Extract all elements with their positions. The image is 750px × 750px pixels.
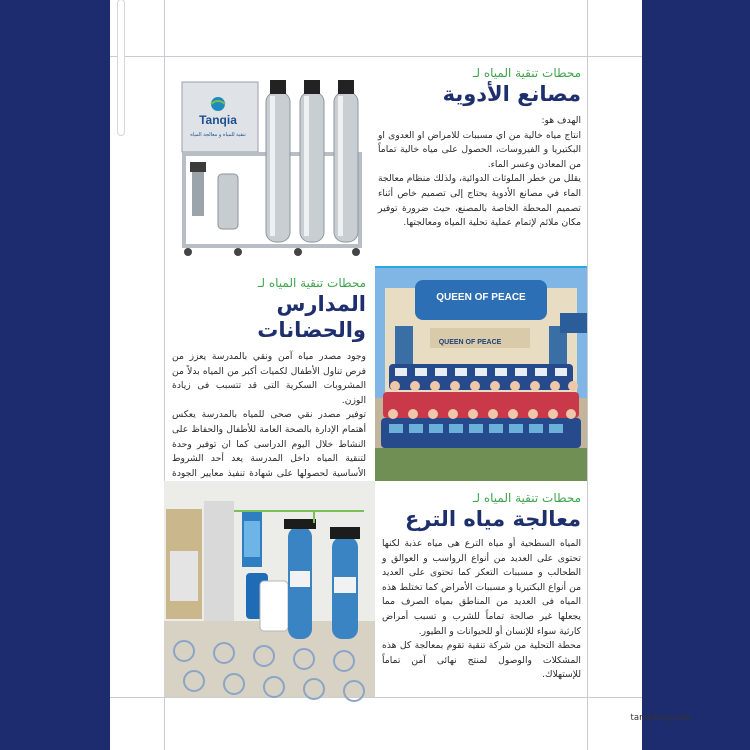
section-body xyxy=(382,537,581,683)
paragraph: محطة التحلية من شركة تنقية تقوم بمعالجة كل هذه المشكلات والوصول لمنتج نهائى آمن تماماً للإستهلاك. xyxy=(382,640,581,681)
scrollbar-thumb[interactable] xyxy=(118,0,124,135)
document-page xyxy=(110,0,692,750)
section-kicker: محطات تنقية المياه لـ xyxy=(257,276,366,290)
paragraph: المياه السطحية أو مياه الترع هى مياه عذبة لكنها تحتوى على العديد من أنواع الرواسب و العوالق و الطحالب و مسببات التعكر كما تحتوى على العديد من أنواع البكتيريا و مسببات الأمراض كما تختلط هذه المياه فى العديد من المناطق بمياه الصرف مما يجعلها غير صالحة تماماً للشرب و تسبب أمراض كارثية سواء للإنسان أو للحيوانات و الطيور. xyxy=(382,538,581,637)
section-kicker: محطات تنقية المياه لـ xyxy=(472,491,581,505)
section-canals xyxy=(386,491,581,532)
frame-line-right xyxy=(587,0,588,750)
frame-line-top xyxy=(110,56,642,57)
paragraph: الهدف هو: xyxy=(541,115,581,126)
section-heading: المدارس والحضانات xyxy=(257,292,366,342)
canal-station-image xyxy=(164,481,375,697)
section-body xyxy=(378,114,581,231)
machine-brand-text: Tanqia xyxy=(199,113,237,127)
paragraph: وجود مصدر مياه آمن ونقي بالمدرسة يعزز من فرص تناول الأطفال لكميات أكبر من المياه بدلاً من المشروبات السكرية التى قد تتسبب فى زيادة الوزن. xyxy=(172,351,366,406)
section-heading: معالجة مياه الترع xyxy=(404,507,581,531)
machine-subtitle-text: تنقية للمياه و معالجة المياه xyxy=(190,132,246,138)
section-schools xyxy=(172,276,366,496)
paragraph: انتاج مياه خالية من اي مسببات للامراض او العدوى او البكتيريا و الفيروسات، الحصول على مياه خالية تماماً من المعادن وعسر الماء. xyxy=(378,129,581,170)
school-photo xyxy=(375,268,587,481)
section-pharma xyxy=(378,66,581,231)
section-kicker: محطات تنقية المياه لـ xyxy=(472,66,581,80)
section-heading: مصانع الأدوية xyxy=(442,82,581,106)
frame-line-bottom xyxy=(110,697,642,698)
footer-url: tanqia-eg.com xyxy=(630,713,692,723)
school-sign-2: QUEEN OF PEACE xyxy=(438,339,502,346)
ro-machine-image xyxy=(178,74,368,259)
section-body xyxy=(172,350,366,496)
paragraph: يقلل من خطر الملوثات الدوائية، ولذلك منظام معالجة الماء في مصانع الأدوية يحتاج إلى تصميم خاص أثناء تصميم المحطة الخاصة بالمصنع، حيث ضرورة توفير مكان ملائم لإتمام عملية تحلية المياه ومعالجتها. xyxy=(378,173,581,229)
school-sign-1: QUEEN OF PEACE xyxy=(436,292,526,303)
paragraph: توفير مصدر نقي صحى للمياه بالمدرسة يعكس أهتمام الإدارة بالصحة العامة للأطفال والحفاظ على النشاط خلال اليوم الدراسى كما ان توفير وحدة لتنقية المياه داخل المدرسة يعد أحد الشروط الأساسية لحصولها على شهادة تنفيذ معايير الجودة xyxy=(172,409,366,479)
